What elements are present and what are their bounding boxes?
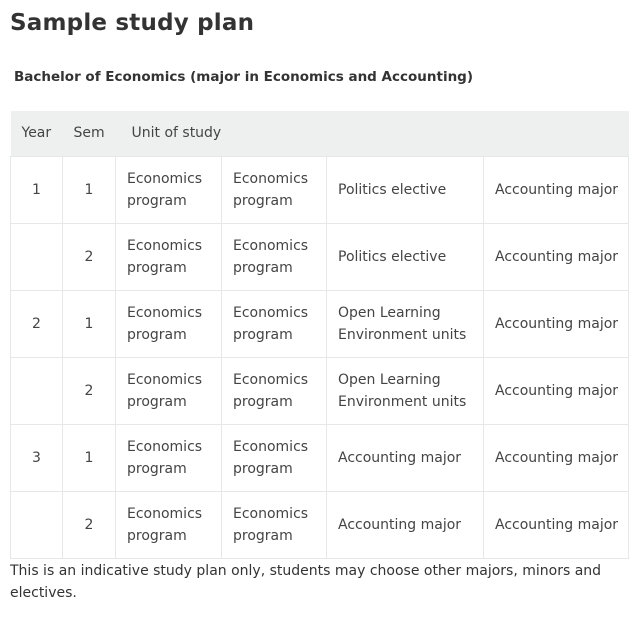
unit-cell: Economics program: [116, 357, 222, 424]
year-cell: 3: [11, 424, 63, 491]
unit-cell: Accounting major: [484, 156, 629, 223]
disclaimer-note: This is an indicative study plan only, students may choose other majors, minors and electives.: [10, 563, 602, 601]
unit-cell: Accounting major: [484, 491, 629, 558]
unit-cell: Accounting major: [484, 290, 629, 357]
unit-cell: Accounting major: [327, 491, 484, 558]
unit-cell: Economics program: [116, 290, 222, 357]
year-cell: 1: [11, 156, 63, 223]
table-row: [11, 357, 629, 424]
table-row: [11, 491, 629, 558]
unit-cell: Economics program: [222, 223, 327, 290]
unit-cell: Economics program: [222, 491, 327, 558]
unit-cell: Open Learning Environment units: [327, 290, 484, 357]
year-cell: [11, 491, 63, 558]
degree-subtitle: Bachelor of Economics (major in Economics and Accounting): [14, 69, 474, 85]
header-year: Year: [21, 125, 52, 142]
sem-cell: 1: [63, 290, 116, 357]
header-sem: Sem: [73, 125, 105, 142]
year-cell: 2: [11, 290, 63, 357]
table-row: [11, 156, 629, 223]
unit-cell: Accounting major: [484, 424, 629, 491]
unit-cell: Economics program: [222, 424, 327, 491]
study-plan-table: [10, 111, 629, 559]
unit-cell: Economics program: [222, 357, 327, 424]
unit-cell: Accounting major: [327, 424, 484, 491]
unit-cell: Economics program: [116, 223, 222, 290]
unit-cell: Economics program: [116, 424, 222, 491]
table-row: [11, 290, 629, 357]
table-row: [11, 424, 629, 491]
year-cell: [11, 223, 63, 290]
table-row: [11, 223, 629, 290]
unit-cell: Economics program: [116, 491, 222, 558]
unit-cell: Open Learning Environment units: [327, 357, 484, 424]
unit-cell: Economics program: [116, 156, 222, 223]
unit-cell: Politics elective: [327, 223, 484, 290]
sem-cell: 1: [63, 156, 116, 223]
sem-cell: 2: [63, 491, 116, 558]
table-body: [11, 156, 629, 558]
sem-cell: 2: [63, 223, 116, 290]
unit-cell: Accounting major: [484, 223, 629, 290]
unit-cell: Politics elective: [327, 156, 484, 223]
unit-cell: Economics program: [222, 290, 327, 357]
sem-cell: 1: [63, 424, 116, 491]
page-title: Sample study plan: [10, 10, 255, 36]
year-cell: [11, 357, 63, 424]
unit-cell: Economics program: [222, 156, 327, 223]
header-row: [11, 111, 629, 156]
header-unit-of-study: Unit of study: [131, 125, 222, 142]
sem-cell: 2: [63, 357, 116, 424]
unit-cell: Accounting major: [484, 357, 629, 424]
table-header: [11, 111, 629, 156]
